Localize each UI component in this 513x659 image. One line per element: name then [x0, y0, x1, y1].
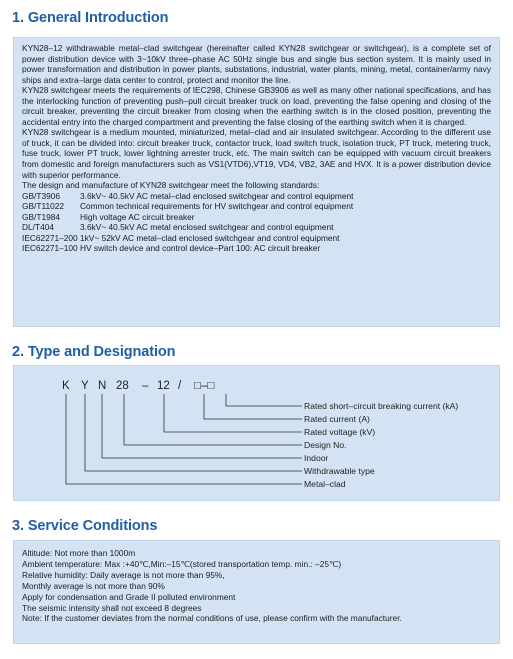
leader-line-metal-clad [66, 394, 302, 484]
designation-diagram [14, 366, 501, 502]
standard-row [22, 222, 491, 233]
designation-char-k: K [62, 380, 70, 392]
leader-line-breaking-current [226, 394, 302, 406]
leader-line-design-no [124, 394, 302, 445]
intro-paragraph: KYN28 switchgear is a medium mounted, miniaturized, metal–clad and air insulated switchgear. According to the different use of truck, it can be divided into: circuit breaker truck, contactor truck, load switch truck, isolation truck, PT truck, metering truck, fuse truck, lower PT truck, lower lightning arrester truck, etc. The main switch can be equipped with vacuum circuit breakers from domestic and foreign manufacturers such as VS1(VTD6),VT19, VD4, VB2, 3AE and HVX. It is a power distribution device with superior performance. [22, 127, 491, 180]
leader-line-withdrawable [85, 394, 302, 471]
designation-dash: – [142, 380, 149, 392]
service-condition-line: Apply for condensation and Grade II polluted environment [22, 591, 236, 602]
intro-text [22, 43, 491, 191]
designation-leader-lines [66, 394, 302, 484]
service-condition-line: Ambient temperature: Max :+40℃,Min:–15℃(stored transportation temp. min.: –25℃) [22, 558, 342, 569]
standard-code: IEC62271–100 [22, 243, 78, 254]
designation-char-n: N [98, 380, 107, 392]
designation-voltage: 12 [157, 380, 170, 392]
designation-design-no: 28 [116, 380, 129, 392]
standard-row [22, 233, 491, 244]
intro-paragraph: KYN28–12 withdrawable metal–clad switchgear (hereinafter called KYN28 switchgear or switchgear), is a complete set of power distribution device with 3~10kV three–phase AC 50Hz single bus and single bus section system. It is mainly used in power transformation and distribution in power plants, substations, industrial, water plants, mining, metal, container/army navy ships and extra–large data center to control, protect and monitor the line. [22, 43, 491, 85]
standard-description: 1kV~ 52kV AC metal–clad enclosed switchgear and control equipment [80, 232, 340, 243]
standard-row [22, 201, 491, 212]
standard-code: DL/T404 [22, 222, 55, 233]
general-introduction-panel [13, 37, 500, 327]
standard-description: 3.6kV~ 40.5kV AC metal enclosed switchgear and control equipment [80, 222, 334, 233]
designation-label: Design No. [304, 440, 347, 450]
service-condition-line: Monthly average is not more than 90% [22, 580, 165, 591]
designation-label: Rated current (A) [304, 414, 370, 424]
standards-list [22, 191, 491, 254]
leader-line-indoor [102, 394, 302, 458]
standard-code: GB/T11022 [22, 201, 65, 212]
section-title-service-conditions: 3. Service Conditions [12, 518, 158, 534]
standard-row [22, 212, 491, 223]
designation-slash: / [178, 380, 182, 392]
standard-description: 3.6kV~ 40.5kV AC metal–clad enclosed switchgear and control equipment [80, 190, 354, 201]
service-condition-line: The seismic intensity shall not exceed 8 degrees [22, 602, 202, 613]
intro-paragraph: KYN28 switchgear meets the requirements of IEC298, Chinese GB3906 as well as many other national specifications, and has the interlocking function of preventing push–pull circuit breaker truck on load, preventing the false opening and closing of the circuit breaker, preventing the circuit breaker from closing when the earthing switch is in the closed position, preventing the accidental entry into the charged compartment and preventing the false closing of the earthing switch when it is charged. [22, 85, 491, 127]
designation-label: Metal–clad [304, 479, 346, 489]
standard-description: High voltage AC circuit breaker [80, 211, 195, 222]
standard-description: Common technical requirements for HV switchgear and control equipment [80, 201, 354, 212]
section-title-type-designation: 2. Type and Designation [12, 344, 176, 360]
leader-line-rated-voltage [164, 394, 302, 432]
standard-row [22, 243, 491, 254]
leader-line-rated-current [204, 394, 302, 419]
standard-code: GB/T1984 [22, 211, 61, 222]
service-condition-line: Relative humidity: Daily average is not more than 95%, [22, 569, 225, 580]
service-conditions-panel [13, 540, 500, 644]
designation-label: Rated short–circuit breaking current (kA) [304, 401, 459, 411]
standard-code: IEC62271–200 [22, 232, 78, 243]
standards-intro: The design and manufacture of KYN28 switchgear meet the following standards: [22, 180, 320, 191]
designation-label: Withdrawable type [304, 466, 375, 476]
type-designation-panel [13, 365, 500, 501]
section-title-general-introduction: 1. General Introduction [12, 10, 169, 26]
designation-char-y: Y [81, 380, 89, 392]
standard-row [22, 191, 491, 202]
service-condition-line: Note: If the customer deviates from the normal conditions of use, please confirm with the manufacturer. [22, 613, 402, 624]
service-condition-line: Altitude: Not more than 1000m [22, 548, 136, 558]
designation-label: Rated voltage (kV) [304, 427, 376, 437]
designation-current-breaking: □–□ [194, 380, 215, 392]
designation-label: Indoor [304, 453, 329, 463]
standard-description: HV switch device and control device–Part 100: AC circuit breaker [80, 243, 321, 254]
standard-code: GB/T3906 [22, 190, 61, 201]
